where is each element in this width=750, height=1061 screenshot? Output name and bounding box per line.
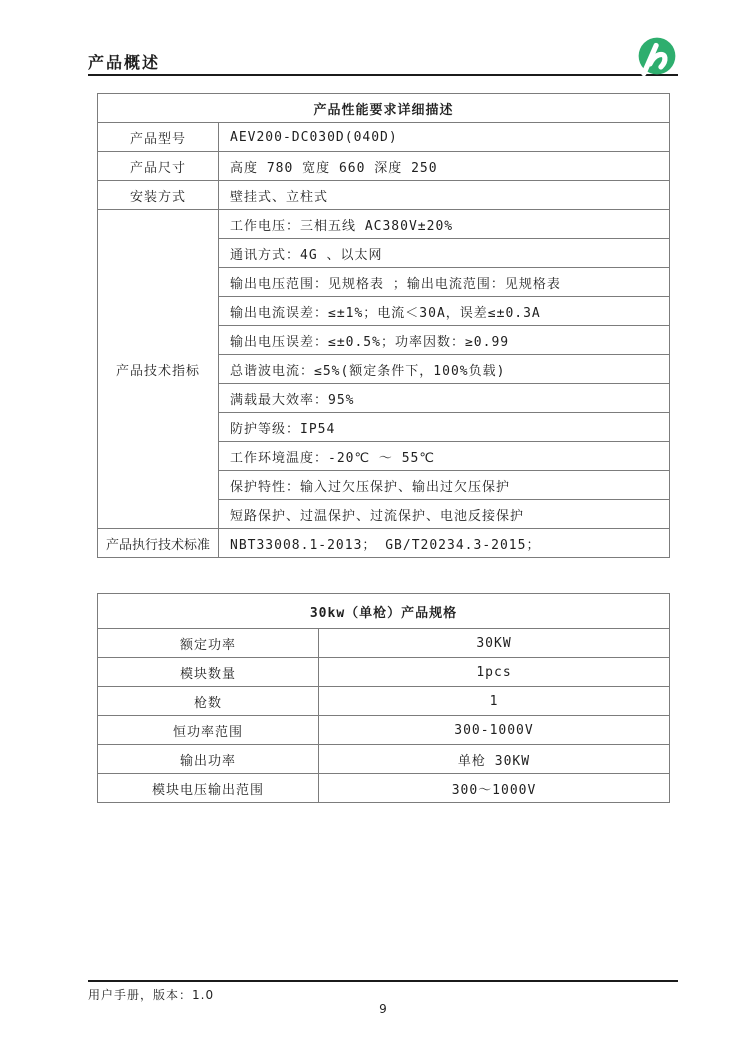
brand-logo-icon: [636, 35, 678, 77]
constant-power-range-value: 300-1000V: [319, 716, 670, 745]
tech-spec-value: 保护特性：输入过欠压保护、输出过欠压保护: [219, 471, 670, 500]
table-row: [98, 629, 670, 658]
table-row: [98, 123, 670, 152]
table-row: [98, 774, 670, 803]
footer-note: 用户手册，版本：1.0: [88, 988, 215, 1002]
table-row: [98, 687, 670, 716]
tech-spec-value: 短路保护、过温保护、过流保护、电池反接保护: [219, 500, 670, 529]
constant-power-range-label: 恒功率范围: [98, 716, 319, 745]
table-row: [98, 745, 670, 774]
performance-table: [97, 93, 670, 558]
spec-table-section: [0, 593, 750, 803]
page-title: 产品概述: [88, 53, 161, 72]
performance-table-title: 产品性能要求详细描述: [98, 94, 670, 123]
output-power-label: 输出功率: [98, 745, 319, 774]
tech-spec-label: 产品技术指标: [98, 210, 219, 529]
table-row: [98, 181, 670, 210]
model-value: AEV200-DC030D(040D): [219, 123, 670, 152]
tech-spec-value: 工作环境温度：-20℃ ～ 55℃: [219, 442, 670, 471]
tech-spec-value: 总谐波电流：≤5%(额定条件下，100%负载): [219, 355, 670, 384]
output-power-value: 单枪 30KW: [319, 745, 670, 774]
table-title-row: [98, 594, 670, 629]
table-row: [98, 152, 670, 181]
gun-count-label: 枪数: [98, 687, 319, 716]
table-row: [98, 529, 670, 558]
header-divider: [88, 74, 678, 76]
tech-spec-value: 防护等级：IP54: [219, 413, 670, 442]
install-label: 安装方式: [98, 181, 219, 210]
install-value: 壁挂式、立柱式: [219, 181, 670, 210]
tech-spec-value: 满载最大效率：95%: [219, 384, 670, 413]
spec-table-title: 30kw（单枪）产品规格: [98, 594, 670, 629]
tech-spec-value: 通讯方式：4G 、以太网: [219, 239, 670, 268]
tech-spec-value: 工作电压：三相五线 AC380V±20%: [219, 210, 670, 239]
module-voltage-range-value: 300～1000V: [319, 774, 670, 803]
size-label: 产品尺寸: [98, 152, 219, 181]
page-number: 9: [379, 1002, 387, 1016]
performance-table-section: [0, 93, 750, 558]
rated-power-value: 30KW: [319, 629, 670, 658]
footer-divider: [88, 980, 678, 982]
model-label: 产品型号: [98, 123, 219, 152]
gun-count-value: 1: [319, 687, 670, 716]
table-row: [98, 658, 670, 687]
size-value: 高度 780 宽度 660 深度 250: [219, 152, 670, 181]
tech-spec-value: 输出电压误差：≤±0.5%；功率因数：≥0.99: [219, 326, 670, 355]
spec-table: [97, 593, 670, 803]
tech-spec-value: 输出电压范围：见规格表 ；输出电流范围：见规格表: [219, 268, 670, 297]
standard-value: NBT33008.1-2013； GB/T20234.3-2015；: [219, 529, 670, 558]
rated-power-label: 额定功率: [98, 629, 319, 658]
standard-label: 产品执行技术标准: [98, 529, 219, 558]
tech-spec-value: 输出电流误差：≤±1%；电流＜30A，误差≤±0.3A: [219, 297, 670, 326]
module-voltage-range-label: 模块电压输出范围: [98, 774, 319, 803]
table-row: [98, 716, 670, 745]
module-count-label: 模块数量: [98, 658, 319, 687]
table-title-row: [98, 94, 670, 123]
module-count-value: 1pcs: [319, 658, 670, 687]
table-row: [98, 210, 670, 239]
